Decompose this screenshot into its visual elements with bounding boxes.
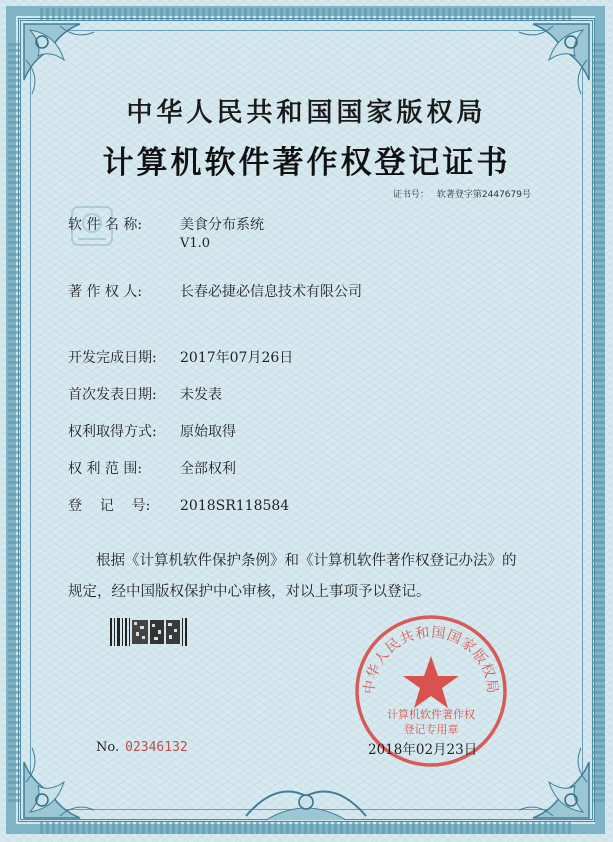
field-software-name <box>68 214 264 234</box>
statement-line-1: 根据《计算机软件保护条例》和《计算机软件著作权登记办法》的 <box>96 553 517 569</box>
corner-ornament-icon <box>20 20 100 100</box>
software-version: V1.0 <box>180 236 211 251</box>
field-completion-date <box>68 347 293 367</box>
field-value: 全部权利 <box>180 461 236 477</box>
field-value: 原始取得 <box>180 424 236 440</box>
issue-date: 2018年02月23日 <box>368 742 478 758</box>
corner-ornament-icon <box>513 20 593 100</box>
field-copyright-owner <box>68 281 362 301</box>
field-label: 登 记 号: <box>68 498 151 514</box>
serial-number-label: No. <box>96 740 120 755</box>
seal-arc-text: 中华人民共和国国家版权局 <box>361 624 501 696</box>
serial-number-value: 02346132 <box>125 740 188 755</box>
field-value: 长春必捷必信息技术有限公司 <box>180 284 362 300</box>
field-first-publish-date <box>68 384 222 404</box>
certificate-number-value: 软著登字第2447679号 <box>436 190 531 200</box>
serial-number <box>96 740 188 755</box>
field-value: 2017年07月26日 <box>180 350 294 366</box>
field-label: 软 件 名 称: <box>68 217 143 233</box>
field-label: 开发完成日期: <box>68 350 157 366</box>
corner-ornament-icon <box>20 742 100 822</box>
seal-line-2: 登记专用章 <box>403 723 459 736</box>
field-value: 未发表 <box>180 387 222 403</box>
field-label: 权 利 范 围: <box>68 461 143 477</box>
field-value: 2018SR118584 <box>180 498 290 514</box>
issuer-title: 中华人民共和国国家版权局 <box>126 98 487 128</box>
certificate-number <box>385 187 531 200</box>
field-label: 著 作 权 人: <box>68 284 143 300</box>
statement-line-2: 规定，经中国版权保护中心审核，对以上事项予以登记。 <box>68 584 431 600</box>
field-rights-scope <box>68 458 236 478</box>
field-acquisition-method <box>68 421 236 441</box>
barcode-icon <box>110 618 188 646</box>
bottom-emblem-icon <box>236 776 376 826</box>
field-value: 美食分布系统 <box>180 217 264 233</box>
corner-ornament-icon <box>513 742 593 822</box>
certificate-title: 计算机软件著作权登记证书 <box>102 145 511 181</box>
field-label: 首次发表日期: <box>68 387 157 403</box>
seal-line-1: 计算机软件著作权 <box>387 708 475 721</box>
field-label: 权利取得方式: <box>68 424 157 440</box>
field-registration-number <box>68 495 289 515</box>
certificate-number-label: 证书号： <box>392 190 429 200</box>
